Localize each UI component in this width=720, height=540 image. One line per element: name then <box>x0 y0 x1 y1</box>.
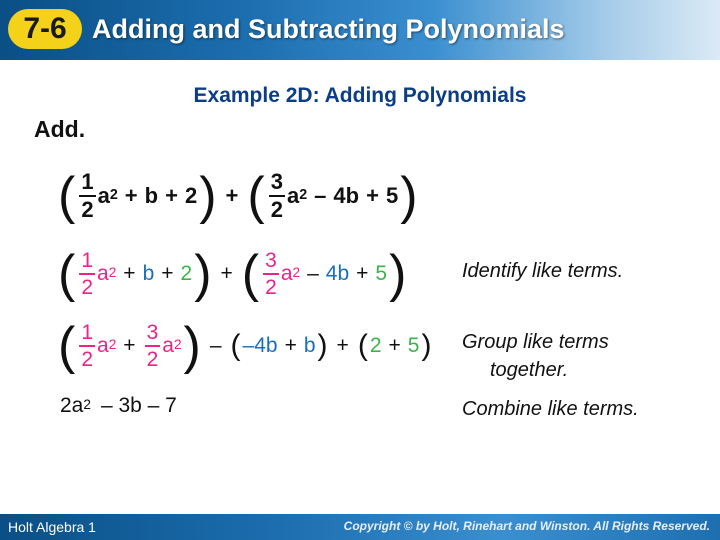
plus-sign: + <box>356 262 369 285</box>
constant-two: 2 <box>184 183 198 208</box>
plus-sign: + <box>123 262 136 285</box>
original-expression <box>56 166 420 226</box>
plus-sign: + <box>388 334 401 357</box>
paren-open: ( <box>58 245 76 303</box>
a-squared-term: a $^2$ <box>162 334 182 357</box>
caption-group <box>462 328 609 384</box>
title-bar <box>0 0 720 60</box>
example-title: Example 2D: Adding Polynomials <box>193 84 527 107</box>
paren-close: ) <box>194 245 212 303</box>
constant-five: 5 <box>385 183 399 208</box>
fraction-three-halves: $\frac{3}{2}$ <box>270 169 283 222</box>
instruction-label: Add. <box>34 116 86 142</box>
caption-group-line1: Group like terms <box>462 331 609 353</box>
b-term: b <box>142 262 155 285</box>
paren-close: ) <box>421 329 432 362</box>
lesson-title: Adding and Subtracting Polynomials <box>92 14 565 44</box>
fraction-one-half: $\frac{1}{2}$ <box>81 249 94 299</box>
plus-sign: + <box>336 334 349 357</box>
plus-sign: + <box>220 262 233 285</box>
constant-two: 2 <box>369 334 382 357</box>
paren-open: ( <box>247 167 265 225</box>
footer-bar <box>0 514 720 540</box>
plus-sign: + <box>225 183 239 208</box>
minus-sign: – <box>307 262 319 285</box>
plus-sign: + <box>161 262 174 285</box>
fraction-one-half: $\frac{1}{2}$ <box>81 321 94 371</box>
identify-step-expression <box>56 244 408 304</box>
result-remaining-terms: – 3b – 7 <box>100 394 177 417</box>
caption-identify: Identify like terms. <box>462 260 624 282</box>
footer-course: Holt Algebra 1 <box>8 519 96 535</box>
a-squared-term: a $^2$ <box>286 183 308 208</box>
fraction-one-half: $\frac{1}{2}$ <box>81 169 94 222</box>
constant-two: 2 <box>180 262 193 285</box>
lesson-badge: 7-6 <box>8 9 82 49</box>
plus-sign: + <box>366 183 379 208</box>
paren-close: ) <box>199 167 217 225</box>
a-squared-term: a $^2$ <box>97 334 117 357</box>
result-expression <box>60 394 177 418</box>
plus-sign: + <box>123 334 136 357</box>
fraction-three-halves: $\frac{3}{2}$ <box>146 321 159 371</box>
paren-open: ( <box>230 329 241 362</box>
b-term: b <box>303 334 316 357</box>
caption-combine: Combine like terms. <box>462 398 639 420</box>
caption-group-line2: together. <box>490 359 569 381</box>
a-squared-term: a $^2$ <box>280 262 301 285</box>
paren-open: ( <box>357 329 368 362</box>
paren-close: ) <box>317 329 328 362</box>
paren-close: ) <box>183 317 201 375</box>
plus-sign: + <box>165 183 178 208</box>
a-squared-term: a $^2$ <box>97 262 117 285</box>
paren-open: ( <box>58 317 76 375</box>
constant-five: 5 <box>407 334 420 357</box>
plus-sign: + <box>284 334 297 357</box>
b-term: b <box>144 183 159 208</box>
paren-open: ( <box>241 245 260 303</box>
result-a-term: 2a <box>60 394 84 417</box>
plus-sign: + <box>124 183 138 208</box>
minus-sign: – <box>314 183 327 208</box>
footer-copyright: Copyright © by Holt, Rinehart and Winston. All Rights Reserved. <box>343 519 710 533</box>
paren-close: ) <box>400 167 418 225</box>
paren-close: ) <box>389 245 407 303</box>
b-term: –4b <box>242 334 278 357</box>
b-term: 4b <box>325 262 350 285</box>
a-squared-term: a $^2$ <box>97 183 118 208</box>
group-step-expression <box>56 316 433 376</box>
b-term: 4b <box>333 183 360 208</box>
fraction-three-halves: $\frac{3}{2}$ <box>265 249 277 299</box>
paren-open: ( <box>58 167 76 225</box>
minus-sign: – <box>209 334 222 357</box>
constant-five: 5 <box>375 262 388 285</box>
result-exponent: 2 <box>83 397 91 413</box>
